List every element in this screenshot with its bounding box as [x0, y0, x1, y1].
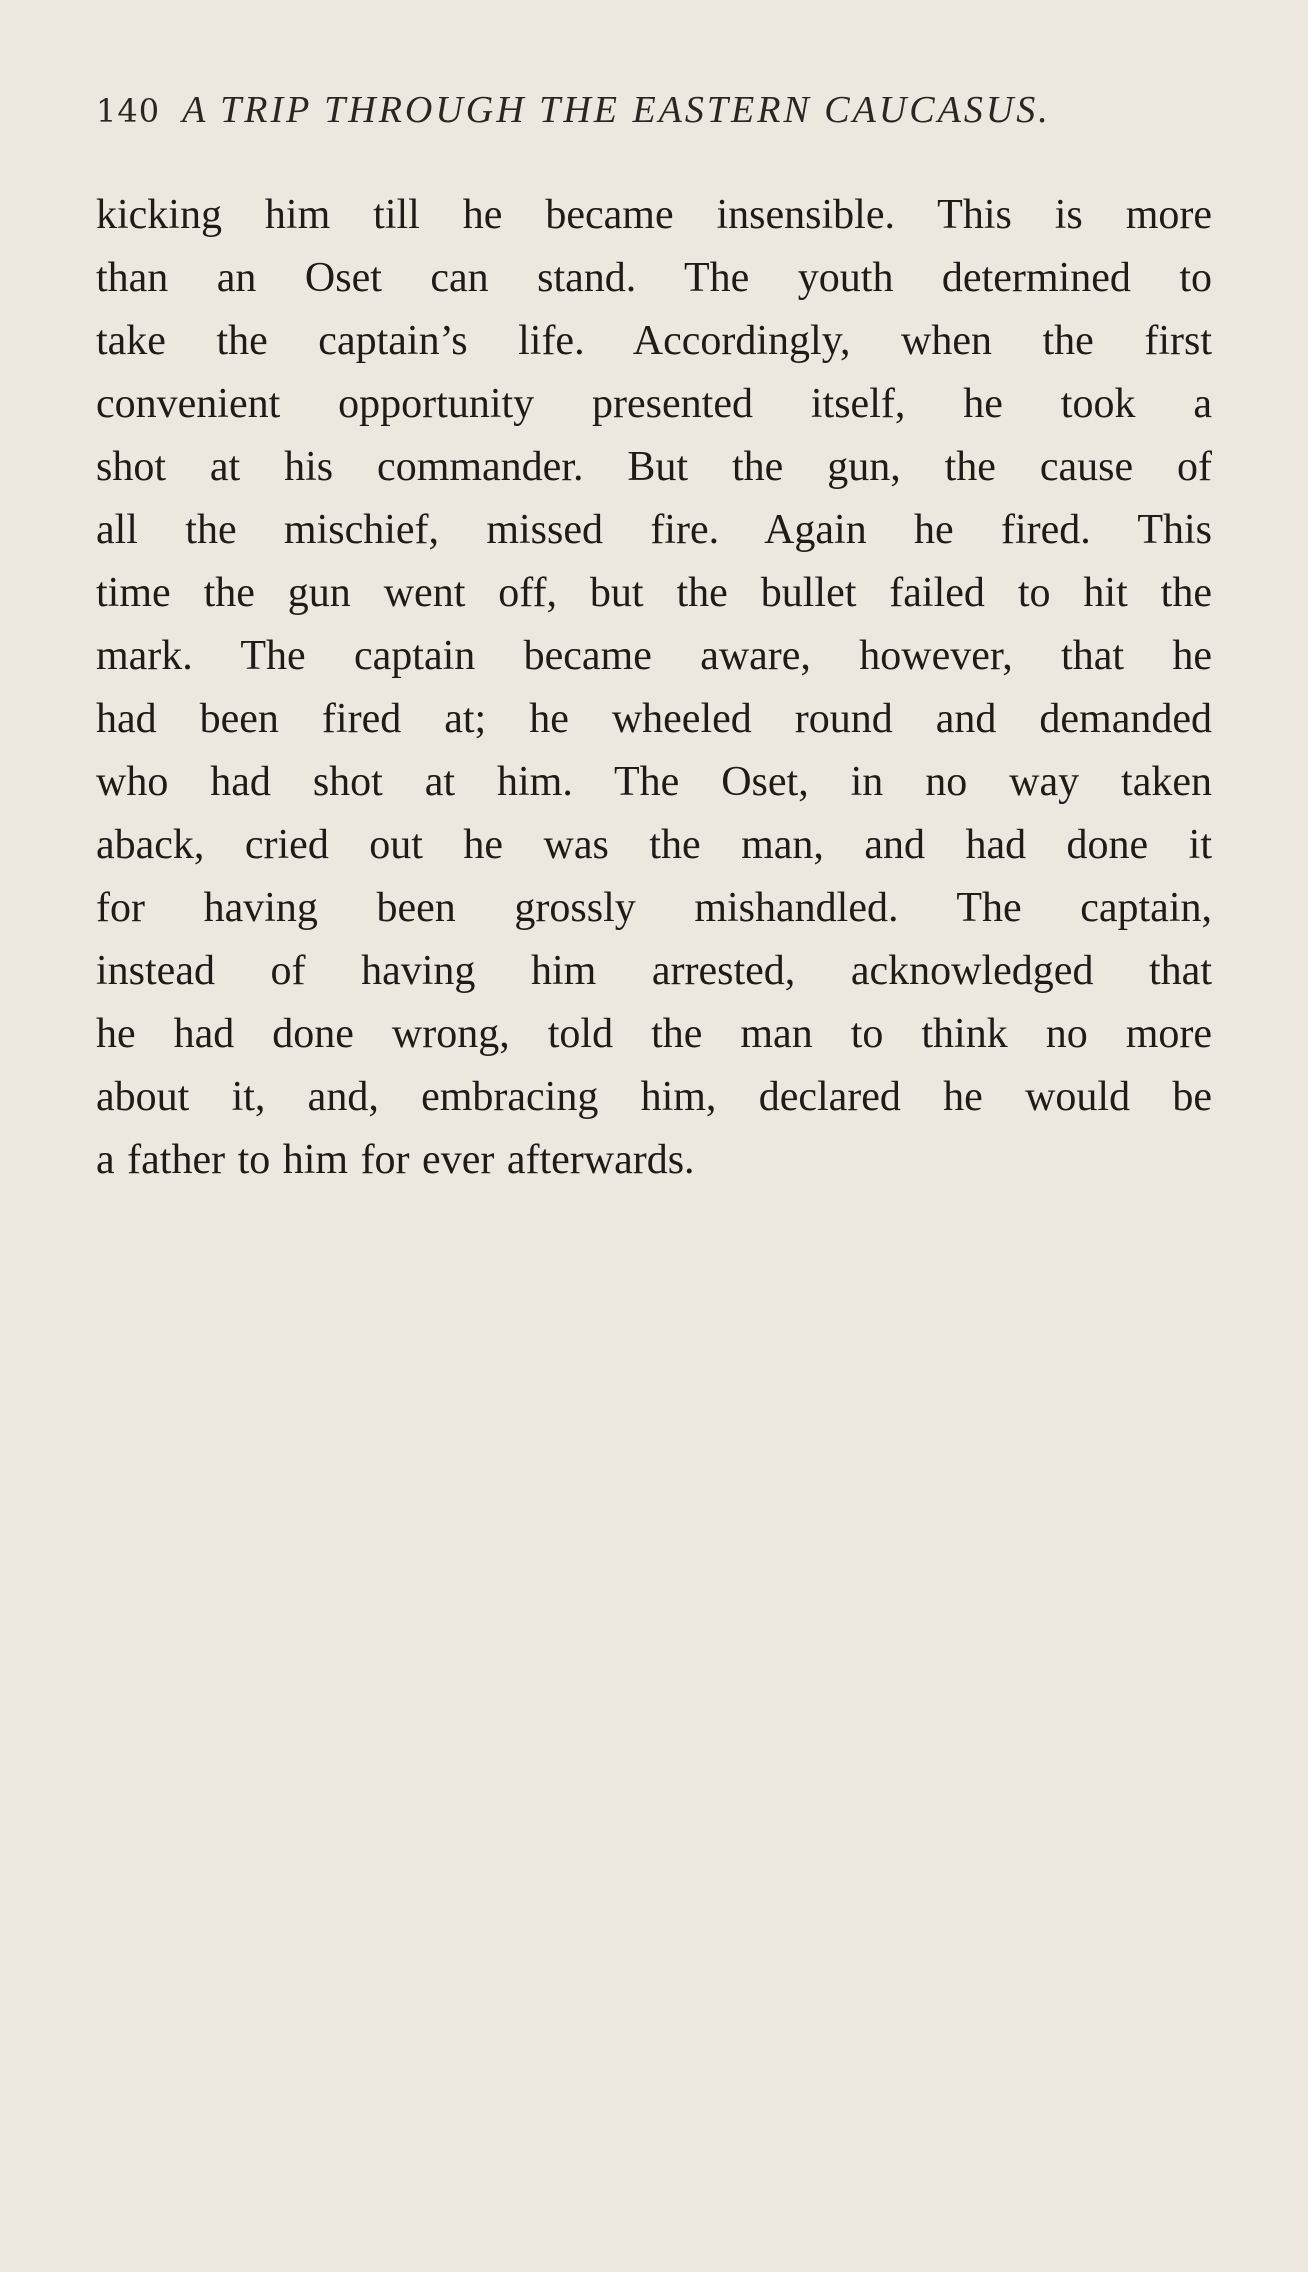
text-line: aback, cried out he was the man, and had done it	[96, 822, 1212, 868]
text-line-last: a father to him for ever afterwards.	[96, 1137, 695, 1183]
text-line: than an Oset can stand. The youth determined to	[96, 255, 1212, 301]
text-line: had been fired at; he wheeled round and demanded	[96, 696, 1212, 742]
text-line: take the captain’s life. Accordingly, when the first	[96, 318, 1212, 364]
text-line: convenient opportunity presented itself, he took a	[96, 381, 1212, 427]
text-line: for having been grossly mishandled. The captain,	[96, 885, 1212, 931]
text-line: instead of having him arrested, acknowledged that	[96, 948, 1212, 994]
page-number: 140	[96, 92, 161, 130]
text-line: time the gun went off, but the bullet failed to hit the	[96, 570, 1212, 616]
text-line: mark. The captain became aware, however, that he	[96, 633, 1212, 679]
body-text	[96, 184, 1212, 1192]
text-line: shot at his commander. But the gun, the cause of	[96, 444, 1212, 490]
text-line: he had done wrong, told the man to think no more	[96, 1011, 1212, 1057]
text-line: about it, and, embracing him, declared he would be	[96, 1074, 1212, 1120]
running-head	[96, 88, 1212, 136]
text-line: all the mischief, missed fire. Again he fired. This	[96, 507, 1212, 553]
text-line: who had shot at him. The Oset, in no way taken	[96, 759, 1212, 805]
running-title: A TRIP THROUGH THE EASTERN CAUCASUS.	[182, 89, 1051, 131]
text-line: kicking him till he became insensible. This is more	[96, 192, 1212, 238]
